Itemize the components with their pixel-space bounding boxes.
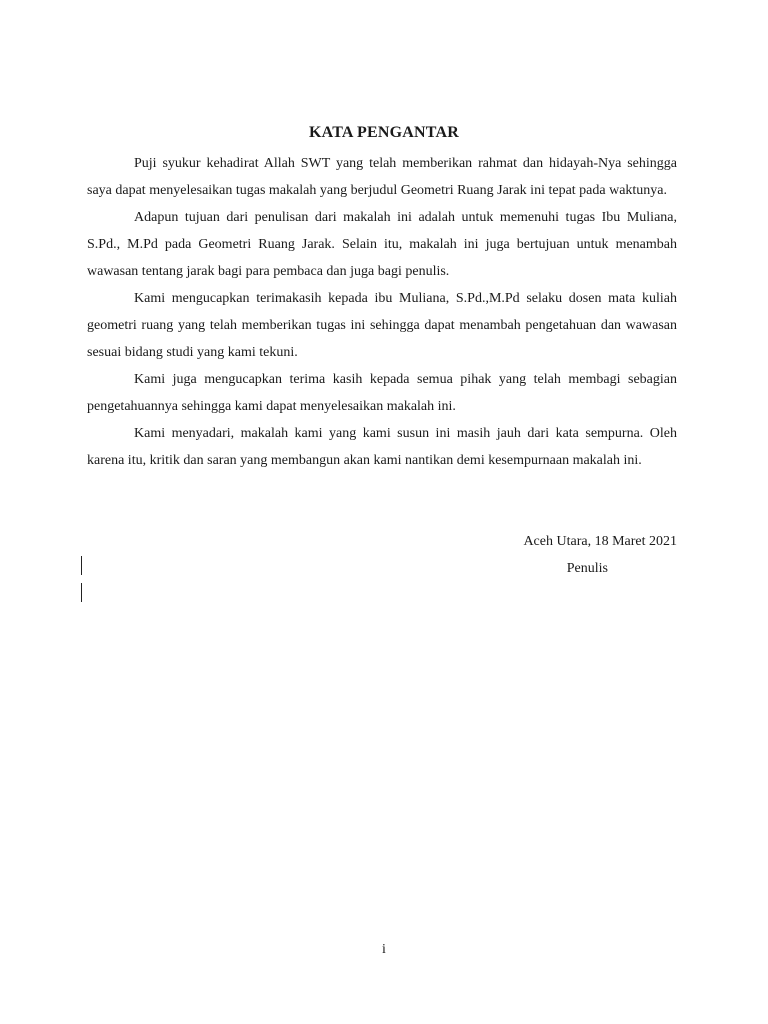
text-cursor-mark bbox=[81, 556, 82, 575]
place-date: Aceh Utara, 18 Maret 2021 bbox=[523, 534, 677, 549]
page-title: KATA PENGANTAR bbox=[309, 124, 459, 141]
paragraph-1: Puji syukur kehadirat Allah SWT yang telah memberikan rahmat dan hidayah-Nya sehingga saya dapat menyelesaikan tugas makalah yang berjudul Geometri Ruang Jarak ini tepat pada waktunya. bbox=[87, 156, 677, 198]
paragraph-3: Kami mengucapkan terimakasih kepada ibu Muliana, S.Pd.,M.Pd selaku dosen mata kuliah geometri ruang yang telah memberikan tugas ini sehingga dapat menambah pengetahuan dan wawasan sesuai bidang studi yang kami tekuni. bbox=[87, 291, 677, 360]
text-cursor-mark bbox=[81, 583, 82, 602]
signature-block bbox=[523, 528, 677, 582]
body-text bbox=[87, 150, 677, 474]
author-label: Penulis bbox=[566, 561, 608, 576]
paragraph-2: Adapun tujuan dari penulisan dari makalah ini adalah untuk memenuhi tugas Ibu Muliana, S.Pd., M.Pd pada Geometri Ruang Jarak. Selain itu, makalah ini juga bertujuan untuk menambah wawasan tentang jarak bagi para pembaca dan juga bagi penulis. bbox=[87, 210, 677, 279]
page-number: i bbox=[382, 942, 386, 957]
paragraph-5: Kami menyadari, makalah kami yang kami susun ini masih jauh dari kata sempurna. Oleh karena itu, kritik dan saran yang membangun akan kami nantikan demi kesempurnaan makalah ini. bbox=[87, 426, 677, 468]
paragraph-4: Kami juga mengucapkan terima kasih kepada semua pihak yang telah membagi sebagian pengetahuannya sehingga kami dapat menyelesaikan makalah ini. bbox=[87, 372, 677, 414]
